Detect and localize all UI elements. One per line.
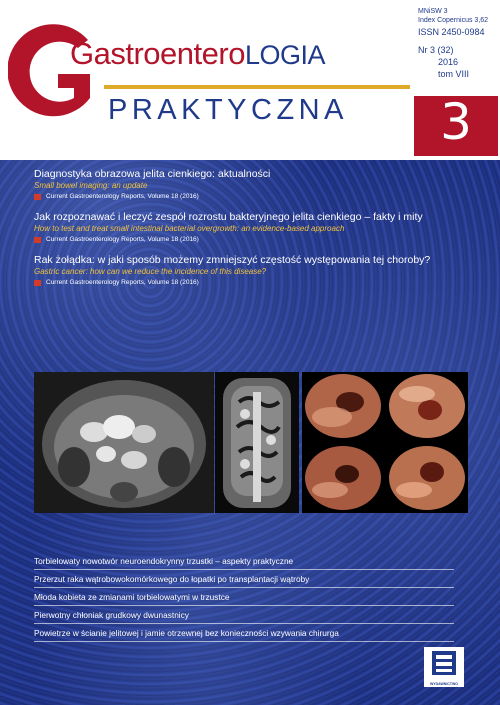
other-articles-list — [34, 555, 454, 645]
issue-year: 2016 — [438, 57, 459, 67]
article-source — [34, 277, 454, 289]
article-source-text: Current Gastroenterology Reports, Volume 18 (2016) — [46, 279, 199, 286]
article-source — [34, 234, 454, 246]
issue-big-number: 3 — [440, 93, 472, 151]
article-title-en: How to test and treat small intestinal bacterial overgrowth: an evidence-based approach — [34, 224, 345, 233]
list-item: Powietrze w ścianie jelitowej i jamie otrzewnej bez konieczności wzywania chirurga — [34, 627, 454, 642]
masthead-divider — [104, 85, 410, 89]
journal-title-blue: LOGIA — [244, 40, 325, 70]
featured-articles — [34, 168, 454, 297]
mnisw-score: MNiSW 3 — [418, 8, 448, 15]
article-title-en: Gastric cancer: how can we reduce the incidence of this disease? — [34, 267, 267, 276]
article-title-en: Small bowel imaging: an update — [34, 181, 148, 190]
article-item — [34, 168, 454, 203]
list-item: Pierwotny chłoniak grudkowy dwunastnicy — [34, 609, 454, 624]
article-title: Diagnostyka obrazowa jelita cienkiego: aktualności — [34, 168, 271, 180]
article-item — [34, 211, 454, 246]
publisher-emblem-icon — [424, 647, 464, 681]
mri-scan-image — [34, 372, 214, 513]
issn: ISSN 2450-0984 — [418, 27, 485, 37]
list-item: Przerzut raka wątrobowokomórkowego do łopatki po transplantacji wątroby — [34, 573, 454, 588]
article-title: Rak żołądka: w jaki sposób możemy zmniejszyć częstość występowania tej choroby? — [34, 254, 431, 266]
masthead — [0, 0, 500, 160]
list-item: Młoda kobieta ze zmianami torbielowatymi w trzustce — [34, 591, 454, 606]
source-marker-icon — [34, 280, 41, 286]
issue-number: Nr 3 (32) — [418, 45, 454, 55]
journal-logo-g — [8, 18, 98, 130]
article-source-text: Current Gastroenterology Reports, Volume 18 (2016) — [46, 236, 199, 243]
journal-subtitle: PRAKTYCZNA — [108, 94, 348, 126]
ct-scan-image — [215, 372, 299, 513]
article-source — [34, 191, 454, 203]
source-marker-icon — [34, 237, 41, 243]
article-title: Jak rozpoznawać i leczyć zespół rozrostu bakteryjnego jelita cienkiego – fakty i mity — [34, 211, 423, 223]
article-source-text: Current Gastroenterology Reports, Volume 18 (2016) — [46, 193, 199, 200]
list-item: Torbielowaty nowotwór neuroendokrynny trzustki – aspekty praktyczne — [34, 555, 454, 570]
issue-volume: tom VIII — [438, 69, 470, 79]
endoscopy-images — [302, 372, 468, 513]
index-copernicus: Index Copernicus 3,62 — [418, 17, 489, 24]
medical-images-strip — [34, 372, 468, 513]
journal-title-red: Gastroentero — [70, 36, 245, 71]
publisher-logo — [424, 647, 464, 687]
journal-title — [70, 36, 325, 72]
source-marker-icon — [34, 194, 41, 200]
article-item — [34, 254, 454, 289]
publisher-label: WYDAWNICTWO — [430, 682, 458, 686]
